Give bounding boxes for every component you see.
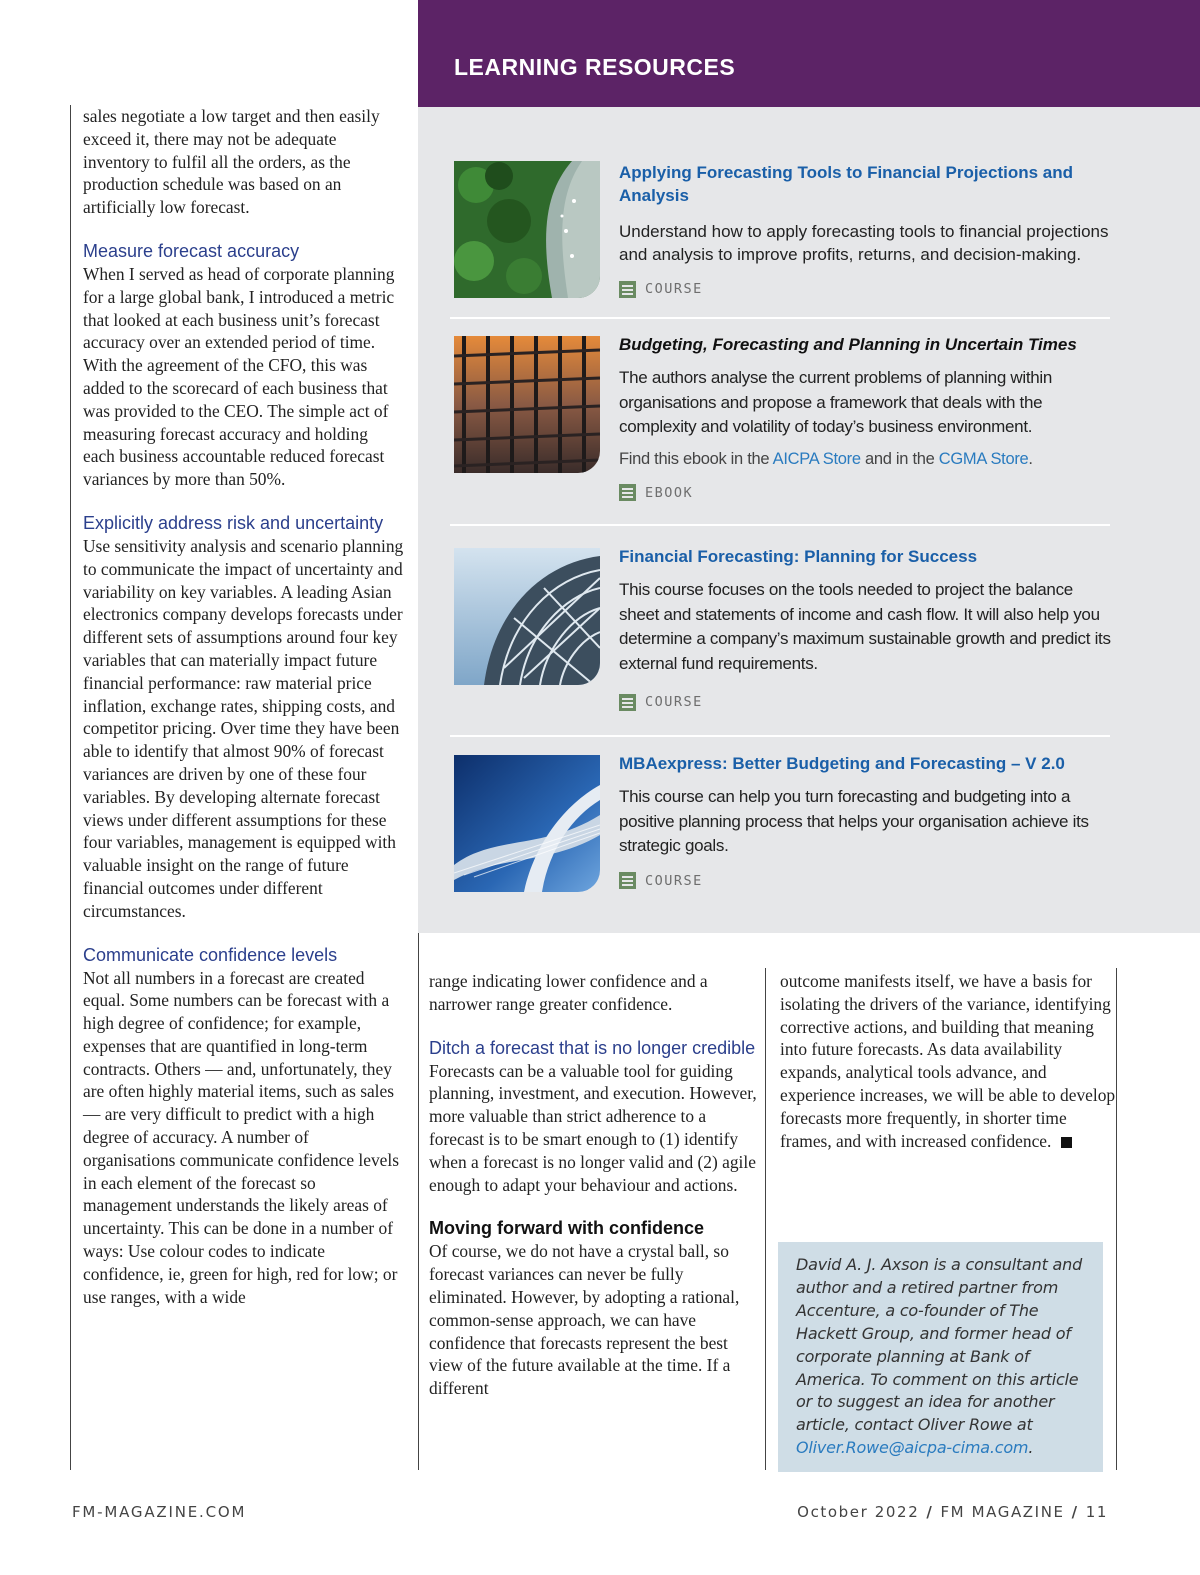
footer-website: FM-MAGAZINE.COM [72,1503,247,1521]
resource-title-link[interactable]: MBAexpress: Better Budgeting and Forecasting – V 2.0 [619,754,1065,773]
resource-description: The authors analyse the current problems of planning within organisations and propose a framework that deals with the complexity and volatility of today’s business environment. [619,368,1053,437]
document-icon [619,694,636,711]
section-heading: Ditch a forecast that is no longer credible [429,1037,756,1058]
resource-description: This course can help you turn forecasting and budgeting into a positive planning process that helps your organisation achieve its strategic goals. [619,787,1089,856]
resource-title-link[interactable]: Budgeting, Forecasting and Planning in Uncertain Times [619,335,1077,354]
author-bio [778,1242,1103,1472]
resource-title-link[interactable]: Financial Forecasting: Planning for Success [619,547,978,566]
resource-thumbnail[interactable] [454,548,600,685]
divider [450,317,1110,319]
resource-type-tag [619,692,1114,712]
resource-type-label: COURSE [645,872,703,889]
resource-body [619,752,1114,891]
paragraph: Forecasts can be a valuable tool for guiding planning, investment, and execution. However, more valuable than strict adherence to a forecast is to be smart enough to (1) identify when a forecast is no longer valid and (2) agile enough to adapt your behaviour and actions. [429,1060,757,1195]
resource-thumbnail[interactable] [454,336,600,473]
resource-type-tag [619,279,1114,299]
resource-thumbnail[interactable] [454,755,600,892]
bio-text: David A. J. Axson is a consultant and author and a retired partner from Accenture, a co-founder of The Hackett Group, and former head of corporate planning at Bank of America. To comment on this article or to suggest an idea for another article, contact Oliver Rowe at [796,1255,1083,1435]
store-text: and in the [860,449,939,468]
footer-separator: / [926,1503,934,1521]
article-column-1 [70,105,404,1470]
store-text: . [1028,449,1033,468]
store-availability [619,448,1114,470]
contact-email-link[interactable]: Oliver.Rowe@aicpa-cima.com [796,1438,1029,1458]
paragraph: When I served as head of corporate planning for a large global bank, I introduced a metric that looked at each business unit’s forecast accuracy over an extended period of time. With the agreement of the CFO, this was added to the scorecard of each business that was provided to the CEO. The simple act of measuring forecast accuracy and holding each business accountable reduced forecast variances by more than 50%. [83,263,395,490]
article-column-2 [418,933,763,1470]
divider [450,524,1110,526]
paragraph: Not all numbers in a forecast are created equal. Some numbers can be forecast with a high degree of confidence; for example, expenses that are quantified in long-term contracts. Others — and, unfortunately, they are often highly material items, such as sales — are very difficult to predict with a high degree of accuracy. A number of organisations communicate confidence levels in each element of the forecast so management understands the likely areas of uncertainty. This can be done in a number of ways: Use colour codes to indicate confidence, ie, green for high, red for low; or use ranges, with a wide [83,967,399,1307]
paragraph: Of course, we do not have a crystal ball, so forecast variances can never be fully eliminated. However, by adopting a rational, common-sense approach, we can have confidence that forecasts represent the best view of the future available at the time. If a different [429,1241,740,1399]
issue-date: October 2022 [797,1503,920,1521]
resource-type-label: EBOOK [645,484,694,501]
author-bio-text [796,1254,1091,1460]
resource-body [619,161,1114,299]
resource-body [619,545,1114,712]
aicpa-store-link[interactable]: AICPA Store [772,449,861,468]
resource-description: Understand how to apply forecasting tools to financial projections and analysis to improve profits, returns, and decision-making. [619,222,1109,264]
divider [450,735,1110,737]
paragraph: Use sensitivity analysis and scenario planning to communicate the impact of uncertainty and variability on key variables. A leading Asian electronics company develops forecasts under different sets of assumptions around four key variables that can materially impact future financial performance: raw material price inflation, exchange rates, shipping costs, and competitor pricing. Over time they have been able to identify that almost 90% of forecast variances are driven by one of these four variables. By developing alternate forecast views under different assumptions for these four variables, management is equipped with valuable insight on the range of future financial outcomes under different circumstances. [83,535,404,921]
document-icon [619,484,636,501]
paragraph [780,970,1116,1152]
end-of-article-mark [1061,1137,1072,1148]
footer-issue-info [797,1503,1108,1521]
section-heading: Communicate confidence levels [83,944,338,965]
resource-type-tag [619,483,1114,503]
resource-type-label: COURSE [645,281,703,297]
section-heading: Measure forecast accuracy [83,240,300,261]
bio-text-end: . [1028,1438,1034,1458]
resource-body [619,333,1114,503]
footer-separator: / [1071,1503,1079,1521]
learning-resources-title: LEARNING RESOURCES [454,54,736,80]
store-text: Find this ebook in the [619,449,773,468]
document-icon [619,281,636,298]
resource-description: This course focuses on the tools needed to project the balance sheet and statements of income and cash flow. It will also help you determine a company’s maximum sustainable growth and predict its external fund requirements. [619,580,1111,673]
cgma-store-link[interactable]: CGMA Store [938,449,1029,468]
resource-type-tag [619,871,1114,891]
closing-text: outcome manifests itself, we have a basis for isolating the drivers of the variance, identifying corrective actions, and building that meaning into future forecasts. As data availability expands, analytical tools advance, and experience increases, we will be able to develop forecasts more frequently, in shorter time frames, and with increased confidence. [780,971,1116,1151]
magazine-name: FM MAGAZINE [940,1503,1065,1521]
resource-type-label: COURSE [645,694,703,711]
paragraph: sales negotiate a low target and then easily exceed it, there may not be adequate inventory to fulfil all the orders, as the production schedule was based on an artificially low forecast. [83,106,380,218]
section-heading: Explicitly address risk and uncertainty [83,512,384,533]
document-icon [619,872,636,889]
page-number: 11 [1085,1503,1108,1521]
section-heading: Moving forward with confidence [429,1218,705,1239]
resource-thumbnail[interactable] [454,161,600,298]
resource-title-link[interactable]: Applying Forecasting Tools to Financial Projections and Analysis [619,163,1074,205]
paragraph: range indicating lower confidence and a narrower range greater confidence. [429,971,708,1014]
